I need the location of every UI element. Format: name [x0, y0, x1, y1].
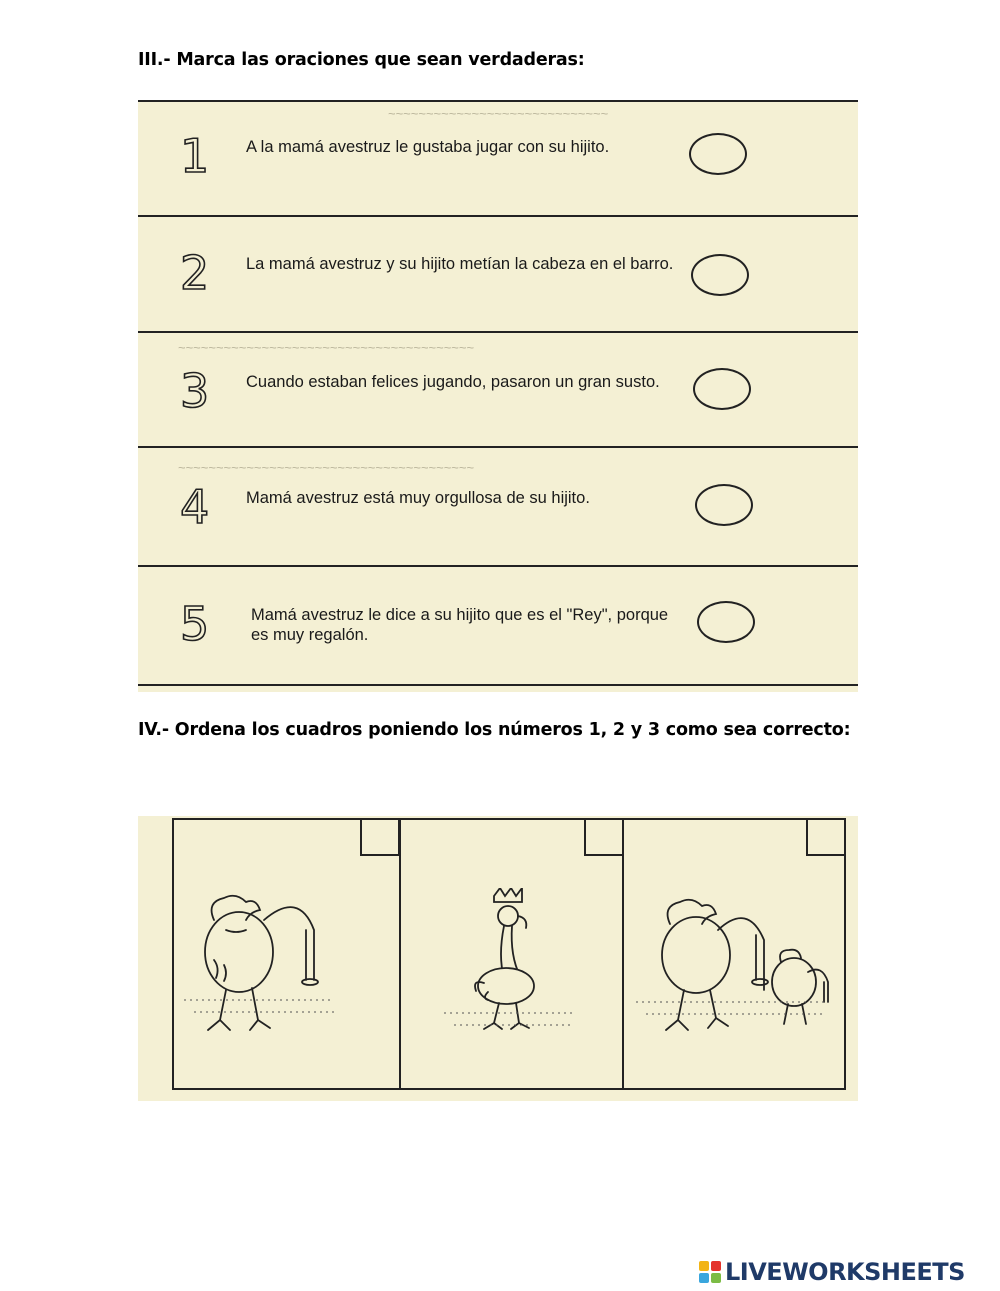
bleed-through-text: ~~~~~~~~~~~~~~~~~~~~~~~~~~~~~~~~~~~~~~~ [178, 460, 475, 475]
statement-number: 2 [180, 246, 210, 300]
panel-divider [399, 820, 401, 1088]
true-false-panel [138, 100, 858, 692]
answer-circle-4[interactable] [695, 484, 753, 526]
statement-row-5 [138, 597, 858, 692]
statement-text: Mamá avestruz está muy orgullosa de su hijito. [246, 489, 590, 507]
ostrich-and-chick-illustration [636, 890, 836, 1040]
statement-text: La mamá avestruz y su hijito metían la cabeza en el barro. [246, 255, 674, 273]
statement-text: Cuando estaban felices jugando, pasaron un gran susto. [246, 373, 660, 391]
statement-row-2 [138, 246, 858, 360]
divider-line [138, 684, 858, 686]
order-box-2[interactable] [584, 818, 624, 856]
statement-text: Mamá avestruz le dice a su hijito que es el "Rey", porque es muy regalón. [251, 606, 669, 644]
order-box-1[interactable] [360, 818, 400, 856]
bleed-through-text: ~~~~~~~~~~~~~~~~~~~~~~~~~~~~~~~~~~~~~~~ [178, 340, 475, 355]
statement-number: 3 [180, 364, 210, 418]
order-box-3[interactable] [806, 818, 846, 856]
brand-name: LIVEWORKSHEETS [725, 1258, 965, 1286]
panel-divider [622, 820, 624, 1088]
divider-line [138, 215, 858, 217]
section-3-heading: III.- Marca las oraciones que sean verdaderas: [138, 50, 585, 70]
ordering-panel [138, 816, 858, 1101]
brand-logo-icon [699, 1261, 721, 1283]
answer-circle-2[interactable] [691, 254, 749, 296]
divider-line [138, 446, 858, 448]
answer-circle-5[interactable] [697, 601, 755, 643]
divider-line [138, 565, 858, 567]
divider-line [138, 331, 858, 333]
statement-number: 1 [180, 129, 210, 183]
ostrich-head-in-ground-illustration [184, 890, 344, 1040]
statement-row-1 [138, 129, 858, 243]
statement-row-4 [138, 480, 858, 594]
liveworksheets-brand [699, 1258, 965, 1286]
comic-strip-frame [172, 818, 846, 1090]
bleed-through-text: ~~~~~~~~~~~~~~~~~~~~~~~~~~~~~ [388, 106, 609, 121]
section-4-heading: IV.- Ordena los cuadros poniendo los números 1, 2 y 3 como sea correcto: [138, 720, 851, 740]
statement-row-3 [138, 364, 858, 478]
statement-number: 4 [180, 480, 210, 534]
answer-circle-1[interactable] [689, 133, 747, 175]
chick-with-crown-illustration [444, 888, 584, 1038]
divider-line [138, 100, 858, 102]
statement-number: 5 [180, 597, 210, 651]
answer-circle-3[interactable] [693, 368, 751, 410]
statement-text: A la mamá avestruz le gustaba jugar con su hijito. [246, 138, 610, 156]
